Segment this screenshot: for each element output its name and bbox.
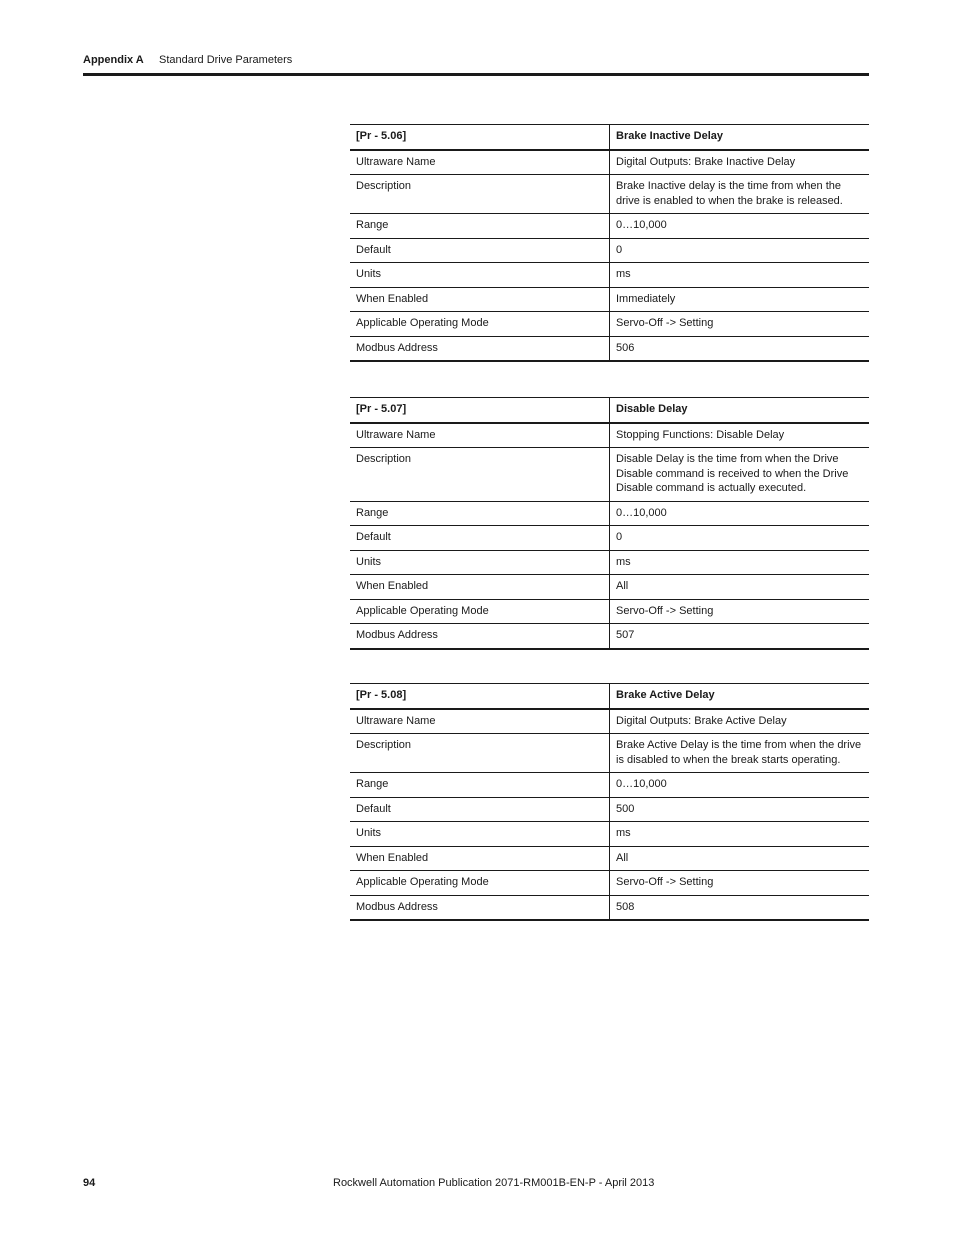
row-value: 0 [610,238,870,263]
row-label: Units [350,822,610,847]
param-name: Brake Inactive Delay [610,125,870,150]
row-label: Applicable Operating Mode [350,871,610,896]
row-label: Range [350,773,610,798]
header-section: Appendix A [83,54,144,66]
row-value: 0…10,000 [610,773,870,798]
table-row [350,734,869,773]
table-row [350,624,869,649]
row-value: Stopping Functions: Disable Delay [610,423,870,448]
param-id: [Pr - 5.07] [350,398,610,423]
row-label: Ultraware Name [350,150,610,175]
table-row [350,150,869,175]
parameter-table-5-07 [350,397,869,650]
table-row [350,871,869,896]
param-name: Disable Delay [610,398,870,423]
table-row [350,312,869,337]
table-row [350,287,869,312]
row-value: Brake Inactive delay is the time from when the drive is enabled to when the brake is released. [610,175,870,214]
row-value: All [610,575,870,600]
table-row [350,263,869,288]
row-label: Applicable Operating Mode [350,312,610,337]
table-row [350,599,869,624]
table-header-row [350,398,869,423]
row-value: 0…10,000 [610,501,870,526]
table-row [350,175,869,214]
row-value: Disable Delay is the time from when the Drive Disable command is received to when the Drive Disable command is actually executed. [610,448,870,502]
row-value: ms [610,550,870,575]
row-value: Brake Active Delay is the time from when the drive is disabled to when the break starts operating. [610,734,870,773]
table-row [350,846,869,871]
row-label: Modbus Address [350,895,610,920]
row-value: 0…10,000 [610,214,870,239]
row-value: 506 [610,336,870,361]
row-label: Ultraware Name [350,709,610,734]
table-header-row [350,684,869,709]
param-name: Brake Active Delay [610,684,870,709]
row-label: Range [350,501,610,526]
row-label: Default [350,797,610,822]
row-value: Digital Outputs: Brake Inactive Delay [610,150,870,175]
row-label: Units [350,550,610,575]
table-row [350,822,869,847]
row-label: Default [350,526,610,551]
row-value: All [610,846,870,871]
parameter-table-5-08 [350,683,869,921]
row-value: Servo-Off -> Setting [610,312,870,337]
table-header-row [350,125,869,150]
page-number: 94 [83,1177,96,1189]
row-value: 500 [610,797,870,822]
table-row [350,423,869,448]
row-label: Units [350,263,610,288]
row-value: Servo-Off -> Setting [610,599,870,624]
table-row [350,797,869,822]
row-value: Digital Outputs: Brake Active Delay [610,709,870,734]
table-row [350,238,869,263]
table-row [350,214,869,239]
param-id: [Pr - 5.08] [350,684,610,709]
page-header [83,52,869,76]
row-label: Description [350,734,610,773]
param-id: [Pr - 5.06] [350,125,610,150]
table-row [350,550,869,575]
table-row [350,895,869,920]
table-row [350,448,869,502]
row-label: Default [350,238,610,263]
header-title: Standard Drive Parameters [159,54,293,66]
row-value: Immediately [610,287,870,312]
row-label: Ultraware Name [350,423,610,448]
row-label: When Enabled [350,575,610,600]
row-value: 508 [610,895,870,920]
table-row [350,336,869,361]
row-label: Applicable Operating Mode [350,599,610,624]
parameter-table-5-06 [350,124,869,362]
table-row [350,709,869,734]
row-label: Modbus Address [350,336,610,361]
row-label: Description [350,175,610,214]
table-row [350,773,869,798]
row-label: When Enabled [350,846,610,871]
row-value: ms [610,822,870,847]
table-row [350,501,869,526]
row-label: Modbus Address [350,624,610,649]
publication-info: Rockwell Automation Publication 2071-RM001B-EN-P - April 2013 [333,1177,655,1189]
table-row [350,575,869,600]
row-label: Description [350,448,610,502]
row-label: Range [350,214,610,239]
row-label: When Enabled [350,287,610,312]
row-value: 507 [610,624,870,649]
row-value: 0 [610,526,870,551]
table-row [350,526,869,551]
row-value: Servo-Off -> Setting [610,871,870,896]
row-value: ms [610,263,870,288]
